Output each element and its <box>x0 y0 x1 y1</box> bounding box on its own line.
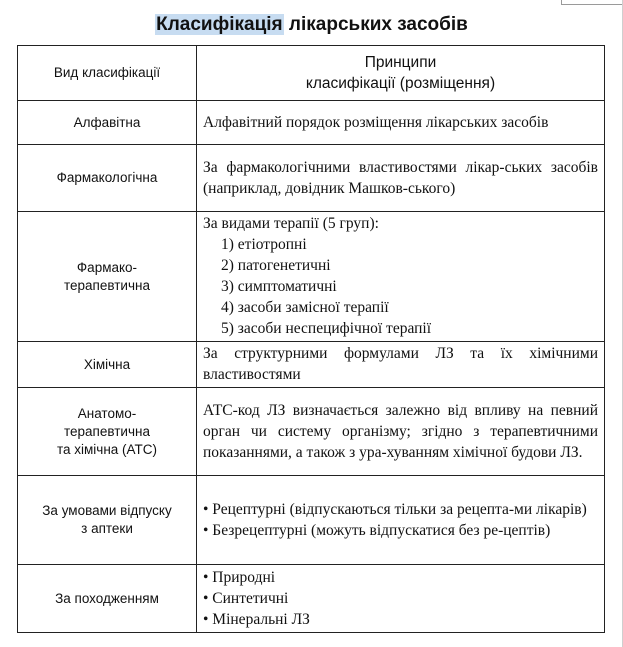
type-label-line1: За умовами відпуску <box>42 503 172 518</box>
table-row-alphabetical <box>18 101 605 145</box>
type-label: Хімічна <box>83 356 131 372</box>
corner-frame <box>561 0 623 5</box>
type-cell <box>18 342 197 388</box>
type-label-line2: терапевтична <box>64 277 150 293</box>
principle-cell <box>197 565 605 633</box>
page-title <box>155 12 468 38</box>
type-label-line1: Фармако- <box>76 259 138 275</box>
list-item: 2) патогенетичні <box>221 257 331 274</box>
type-cell <box>18 565 197 633</box>
principle-text: Алфавітний порядок розміщення лікарських засобів <box>203 113 549 131</box>
table-row-chemical <box>18 342 605 388</box>
list-item: • Безрецептурні (можуть відпускатися без ре-цептів) <box>203 521 551 539</box>
type-label: Алфавітна <box>73 114 141 130</box>
list-item: 3) симптоматичні <box>221 278 337 295</box>
type-cell <box>18 388 197 476</box>
table-row-pharmacological <box>18 145 605 212</box>
header-principle-line1: Принципи <box>364 54 437 71</box>
type-label: За походженням <box>55 590 159 606</box>
title-rest: лікарських засобів <box>283 14 468 35</box>
principle-cell <box>197 145 605 212</box>
classification-table <box>17 45 605 633</box>
type-cell <box>18 476 197 565</box>
type-label-line2: з аптеки <box>81 521 133 536</box>
principle-cell <box>197 101 605 145</box>
list-item: 1) етіотропні <box>221 236 307 253</box>
header-type-cell <box>18 46 197 101</box>
principle-text: АТС-код ЛЗ визначається залежно від впливу на певний орган чи систему організму; згідно з терапевтичними показаннями, а також з ура-хуванням хімічної будови ЛЗ. <box>203 401 598 461</box>
principle-intro: За видами терапії (5 груп): <box>203 215 379 232</box>
principle-text: За фармакологічними властивостями лікар-ських засобів (наприклад, довідник Машков-ського) <box>203 158 598 197</box>
table-row-origin <box>18 565 605 633</box>
header-principle-line2: класифікації (розміщення) <box>305 75 496 92</box>
list-item: • Рецептурні (відпускаються тільки за рецепта-ми лікарів) <box>203 500 587 518</box>
table-row-atc <box>18 388 605 476</box>
principle-cell <box>197 388 605 476</box>
type-label-line1: Анатомо- <box>77 405 137 421</box>
header-type-label: Вид класифікації <box>53 65 161 80</box>
type-label-line2: терапевтична <box>64 423 150 439</box>
type-cell <box>18 101 197 145</box>
type-cell <box>18 145 197 212</box>
type-cell <box>18 212 197 342</box>
type-label-line3: та хімічна (АТС) <box>56 441 157 457</box>
list-item: • Синтетичні <box>203 589 289 607</box>
table-row-pharmacotherapeutic <box>18 212 605 342</box>
title-highlighted-word[interactable]: Класифікація <box>156 14 283 35</box>
list-item: • Мінеральні ЛЗ <box>203 610 310 628</box>
list-item: 4) засоби замісної терапії <box>221 299 389 316</box>
principle-cell <box>197 212 605 342</box>
list-item: • Природні <box>203 568 276 586</box>
principle-cell <box>197 342 605 388</box>
header-principle-cell <box>197 46 605 101</box>
title-container <box>0 12 623 38</box>
list-item: 5) засоби неспецифічної терапії <box>221 320 432 337</box>
type-label: Фармакологічна <box>56 170 158 185</box>
table-row-dispensing <box>18 476 605 565</box>
principle-cell <box>197 476 605 565</box>
table-header-row <box>18 46 605 101</box>
principle-text: За структурними формулами ЛЗ та їх хімічними властивостями <box>203 345 598 383</box>
